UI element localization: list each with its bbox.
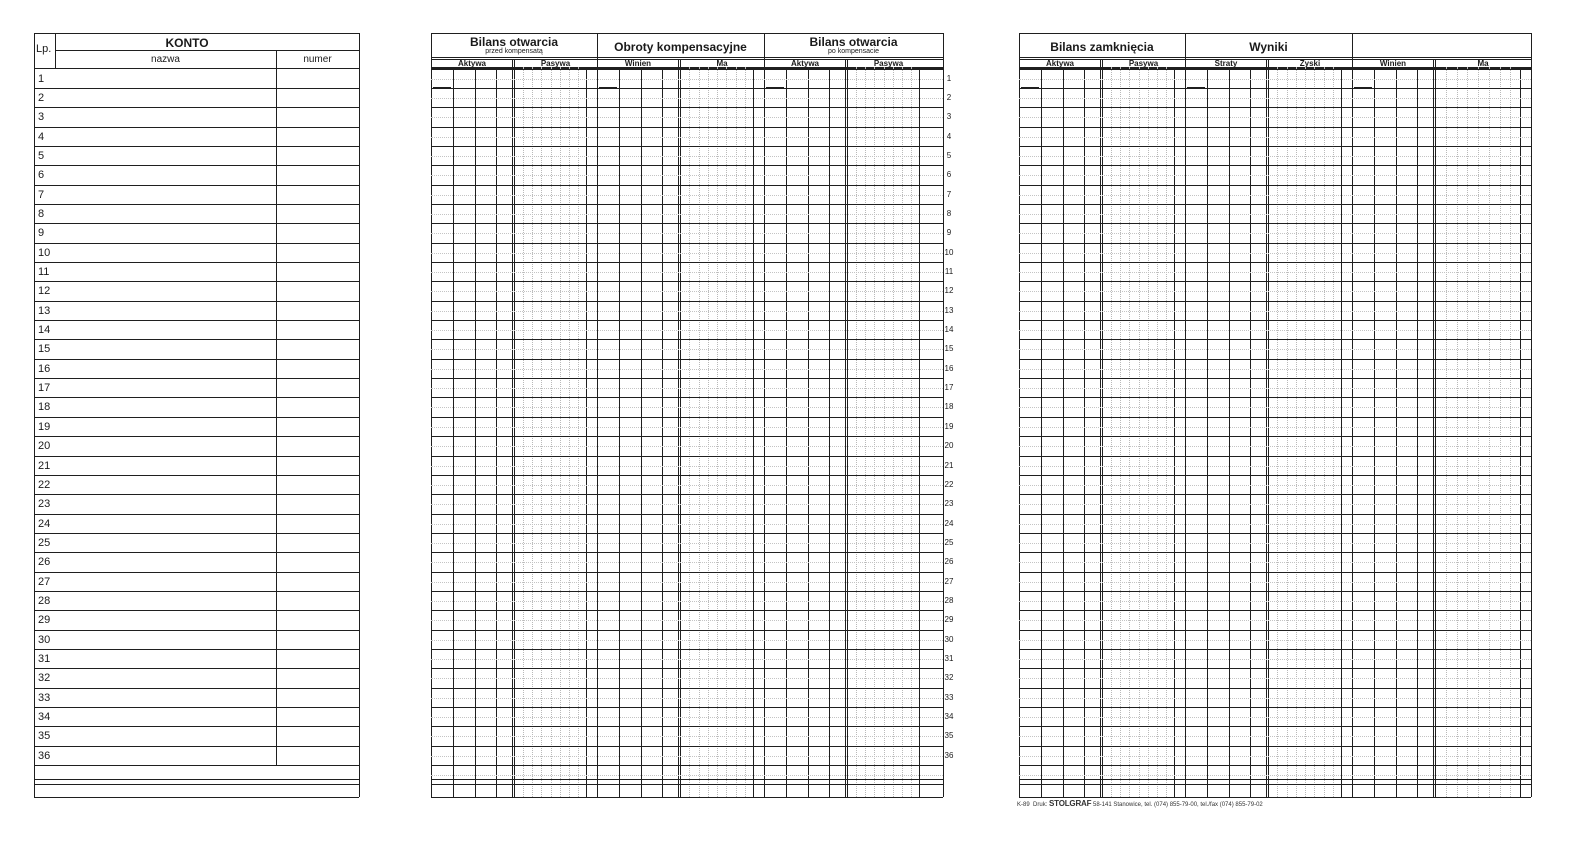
- dotted-guide: [1019, 698, 1531, 699]
- row-line: [1019, 339, 1531, 340]
- dotted-guide: [1019, 717, 1531, 718]
- dotted-guide: [1019, 156, 1531, 157]
- row-number: 28: [944, 596, 954, 605]
- row-number: 22: [38, 479, 51, 491]
- row-number: 10: [38, 247, 51, 259]
- row-line: [1019, 243, 1531, 244]
- dotted-guide: [1019, 582, 1531, 583]
- row-number: 29: [38, 614, 51, 626]
- row-number: 18: [944, 402, 954, 411]
- row-number: 9: [946, 228, 952, 237]
- dotted-guide: [1019, 137, 1531, 138]
- header-divider: [1019, 57, 1531, 58]
- row-number: 11: [38, 266, 50, 278]
- row-line: [1019, 69, 1531, 70]
- left-lp-label: Lp.: [36, 43, 52, 55]
- frame-bottom: [1019, 797, 1531, 798]
- row-line: [1019, 107, 1531, 108]
- mid-col-pasywa-2: Pasywa: [873, 59, 904, 68]
- row-number: 4: [946, 132, 952, 141]
- right-col-zyski: Zyski: [1299, 59, 1321, 68]
- row-number: 13: [944, 306, 954, 315]
- dotted-guide: [1019, 98, 1531, 99]
- row-number: 15: [944, 344, 954, 353]
- row-number: 33: [38, 692, 51, 704]
- row-number: 16: [38, 363, 51, 375]
- dotted-guide: [1019, 775, 1531, 776]
- dotted-guide: [1019, 543, 1531, 544]
- footer-print-label: Druk:: [1033, 802, 1048, 808]
- row-line: [1019, 707, 1531, 708]
- row-number: 12: [944, 286, 954, 295]
- dotted-guide: [1019, 756, 1531, 757]
- dotted-guide: [1019, 195, 1531, 196]
- row-number: 21: [38, 460, 51, 472]
- row-line: [1019, 649, 1531, 650]
- row-line: [1019, 301, 1531, 302]
- row-number: 2: [38, 92, 45, 104]
- row-line: [1019, 591, 1531, 592]
- row-number: 24: [944, 519, 954, 528]
- frame-left: [1019, 33, 1020, 797]
- row-line: [1019, 746, 1531, 747]
- dotted-guide: [1019, 678, 1531, 679]
- dotted-guide: [1019, 620, 1531, 621]
- dotted-guide: [1019, 233, 1531, 234]
- row-number: 3: [946, 112, 952, 121]
- row-number: 32: [38, 672, 51, 684]
- row-line: [1019, 784, 1531, 785]
- row-number: 31: [944, 654, 954, 663]
- row-number: 5: [38, 150, 45, 162]
- row-line: [1019, 146, 1531, 147]
- right-col-aktywa: Aktywa: [1045, 59, 1074, 68]
- row-number: 21: [944, 461, 954, 470]
- row-number: 28: [38, 595, 51, 607]
- row-number: 23: [944, 499, 954, 508]
- row-line: [1019, 475, 1531, 476]
- row-line: [1019, 165, 1531, 166]
- dotted-guide: [1019, 214, 1531, 215]
- right-sec2-title: Wyniki: [1249, 40, 1288, 54]
- row-number: 14: [944, 325, 954, 334]
- row-number: 31: [38, 653, 51, 665]
- dotted-guide: [1019, 79, 1531, 80]
- row-number: 36: [38, 750, 51, 762]
- row-number: 24: [38, 518, 51, 530]
- row-line: [1019, 88, 1531, 89]
- footer-brand: STOLGRAF: [1049, 799, 1092, 808]
- row-number: 12: [38, 285, 51, 297]
- row-line: [1019, 436, 1531, 437]
- dotted-guide: [1019, 349, 1531, 350]
- row-number: 15: [38, 343, 51, 355]
- dotted-guide: [1019, 253, 1531, 254]
- dotted-guide: [1019, 175, 1531, 176]
- dotted-guide: [1019, 601, 1531, 602]
- row-number: 7: [38, 189, 45, 201]
- row-number: 36: [944, 751, 954, 760]
- row-line: [1019, 378, 1531, 379]
- row-number: 3: [38, 111, 45, 123]
- row-number: 8: [38, 208, 45, 220]
- row-line: [1019, 552, 1531, 553]
- dotted-guide: [1019, 640, 1531, 641]
- row-line: [1019, 688, 1531, 689]
- row-number: 20: [944, 441, 954, 450]
- frame-top: [1019, 33, 1531, 34]
- row-line: [1019, 397, 1531, 398]
- row-number: 4: [38, 131, 45, 143]
- row-line: [1019, 281, 1531, 282]
- row-number: 1: [946, 74, 952, 83]
- frame-right: [1531, 33, 1532, 797]
- row-line: [1019, 610, 1531, 611]
- row-number: 33: [944, 693, 954, 702]
- dotted-guide: [1019, 272, 1531, 273]
- row-number: 17: [944, 383, 954, 392]
- row-number: 2: [946, 93, 952, 102]
- row-line: [1019, 514, 1531, 515]
- dotted-guide: [1019, 291, 1531, 292]
- row-number: 30: [944, 635, 954, 644]
- column-split: [1102, 59, 1103, 797]
- dotted-guide: [1019, 427, 1531, 428]
- footer-address: 58-141 Stanowice, tel. (074) 855-79-00, tel./fax (074) 855-79-02: [1092, 802, 1263, 808]
- dotted-guide: [1019, 369, 1531, 370]
- dotted-guide: [1019, 407, 1531, 408]
- row-line: [1019, 223, 1531, 224]
- section-divider: [1352, 33, 1353, 797]
- dotted-guide: [1019, 524, 1531, 525]
- mid-sec1-subtitle: przed kompensatą: [485, 48, 543, 55]
- row-number: 32: [944, 673, 954, 682]
- header-divider-2: [1019, 59, 1531, 60]
- left-col-nazwa: nazwa: [151, 54, 180, 65]
- row-number: 25: [38, 537, 51, 549]
- column-split: [1435, 59, 1436, 797]
- dotted-guide: [1019, 311, 1531, 312]
- row-line: [1019, 726, 1531, 727]
- dotted-guide: [1019, 504, 1531, 505]
- row-number: 29: [944, 615, 954, 624]
- dotted-guide: [1019, 117, 1531, 118]
- row-line: [1019, 359, 1531, 360]
- row-number: 26: [944, 557, 954, 566]
- mid-sec2-title: Obroty kompensacyjne: [614, 40, 747, 54]
- mid-col-winien: Winien: [624, 59, 652, 68]
- mid-col-aktywa-1: Aktywa: [457, 59, 486, 68]
- row-number: 26: [38, 556, 51, 568]
- row-number: 9: [38, 227, 45, 239]
- footer-code: K-89: [1017, 802, 1030, 808]
- row-line: [1019, 533, 1531, 534]
- row-number: 7: [946, 190, 952, 199]
- row-line: [1019, 779, 1531, 780]
- mid-sec3-title: Bilans otwarcia: [809, 35, 898, 49]
- row-line: [1019, 630, 1531, 631]
- row-number: 6: [946, 170, 952, 179]
- row-number: 18: [38, 401, 51, 413]
- row-number: 25: [944, 538, 954, 547]
- row-number: 5: [946, 151, 952, 160]
- row-number: 8: [946, 209, 952, 218]
- mid-col-pasywa-1: Pasywa: [540, 59, 571, 68]
- row-line: [1019, 572, 1531, 573]
- row-number: 13: [38, 305, 51, 317]
- dotted-guide: [1019, 330, 1531, 331]
- row-number: 16: [944, 364, 954, 373]
- row-number: 6: [38, 169, 45, 181]
- row-number: 14: [38, 324, 51, 336]
- row-number: 35: [38, 730, 51, 742]
- left-col-numer: numer: [303, 54, 332, 65]
- row-number: 27: [944, 577, 954, 586]
- row-number: 19: [944, 422, 954, 431]
- right-sec1-title: Bilans zamknięcia: [1050, 40, 1154, 54]
- row-number: 35: [944, 731, 954, 740]
- dotted-guide: [1019, 466, 1531, 467]
- dotted-guide: [1019, 485, 1531, 486]
- dotted-guide: [1019, 736, 1531, 737]
- row-number: 23: [38, 498, 51, 510]
- column-split: [1266, 59, 1267, 797]
- row-line: [1019, 262, 1531, 263]
- row-line: [1019, 456, 1531, 457]
- printer-footer: [1017, 800, 1263, 808]
- right-col-winien: Winien: [1379, 59, 1407, 68]
- dotted-guide: [1019, 659, 1531, 660]
- row-line: [1019, 185, 1531, 186]
- row-line: [1019, 765, 1531, 766]
- column-split: [1433, 59, 1434, 797]
- section-divider: [1185, 33, 1186, 797]
- row-number: 34: [944, 712, 954, 721]
- dotted-guide: [1019, 562, 1531, 563]
- row-line: [1019, 204, 1531, 205]
- mid-col-ma: Ma: [716, 59, 728, 68]
- row-number: 11: [944, 267, 954, 276]
- mid-sec3-subtitle: po kompensacie: [828, 48, 879, 55]
- left-konto-title: KONTO: [165, 36, 209, 50]
- row-number: 27: [38, 576, 51, 588]
- dotted-guide: [1019, 388, 1531, 389]
- row-line: [1019, 494, 1531, 495]
- row-number: 19: [38, 421, 51, 433]
- row-line: [1019, 127, 1531, 128]
- right-col-straty: Straty: [1214, 59, 1238, 68]
- mid-sec1-title: Bilans otwarcia: [469, 35, 559, 49]
- row-number: 30: [38, 634, 51, 646]
- row-number: 34: [38, 711, 51, 723]
- row-number: 1: [38, 73, 45, 85]
- row-number: 17: [38, 382, 51, 394]
- row-number: 20: [38, 440, 51, 452]
- mid-col-aktywa-2: Aktywa: [790, 59, 819, 68]
- row-line: [1019, 668, 1531, 669]
- row-line: [1019, 320, 1531, 321]
- row-number: 22: [944, 480, 954, 489]
- right-col-ma: Ma: [1477, 59, 1489, 68]
- row-number: 10: [944, 248, 954, 257]
- row-line: [1019, 417, 1531, 418]
- dotted-guide: [1019, 446, 1531, 447]
- right-col-pasywa: Pasywa: [1128, 59, 1159, 68]
- column-split: [1268, 59, 1269, 797]
- column-split: [1100, 59, 1101, 797]
